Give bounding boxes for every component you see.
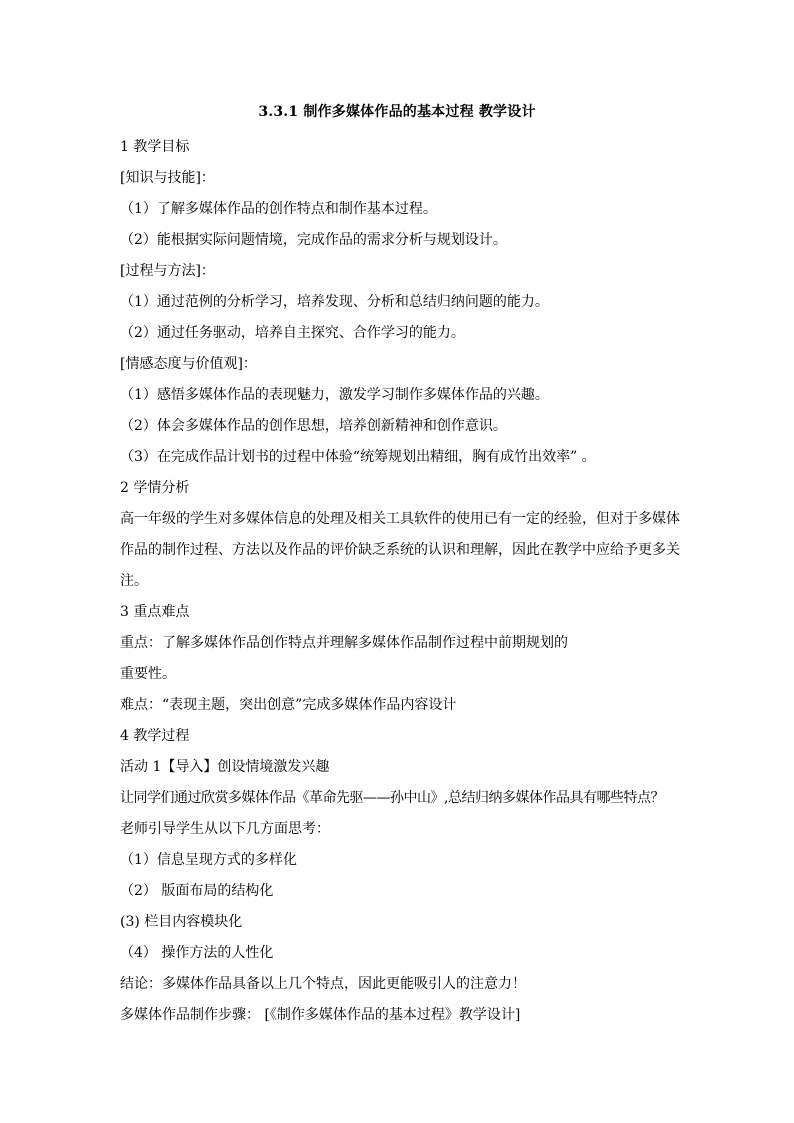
list-item: （2）能根据实际问题情境，完成作品的需求分析与规划设计。: [120, 232, 507, 248]
list-item: （1）感悟多媒体作品的表现魅力，激发学习制作多媒体作品的兴趣。: [120, 387, 549, 403]
section-heading-learner-analysis: 2 学情分析: [120, 480, 190, 496]
list-item: （2）体会多媒体作品的创作思想，培养创新精神和创作意识。: [120, 418, 507, 434]
list-item: (3) 栏目内容模块化: [120, 914, 243, 930]
list-item: （2） 版面布局的结构化: [120, 883, 274, 899]
document-title: 3.3.1 制作多媒体作品的基本过程 教学设计: [258, 104, 536, 120]
list-item: （1）信息呈现方式的多样化: [120, 852, 297, 868]
list-item: （2）通过任务驱动，培养自主探究、合作学习的能力。: [120, 325, 465, 341]
list-item: （1）了解多媒体作品的创作特点和制作基本过程。: [120, 201, 437, 217]
subheading-attitude-values: [情感态度与价值观]：: [120, 356, 257, 372]
activity-heading: 活动 1【导入】创设情境激发兴趣: [120, 759, 330, 775]
subheading-process-methods: [过程与方法]：: [120, 263, 215, 279]
list-item: （4） 操作方法的人性化: [120, 945, 274, 961]
key-point-text: 重点：了解多媒体作品创作特点并理解多媒体作品制作过程中前期规划的: [120, 635, 568, 651]
section-heading-key-points: 3 重点难点: [120, 604, 190, 620]
activity-text: 老师引导学生从以下几方面思考：: [120, 821, 330, 837]
activity-text: 让同学们通过欣赏多媒体作品《革命先驱——孙中山》,总结归纳多媒体作品具有哪些特点？: [120, 790, 664, 806]
section-heading-objectives: 1 教学目标: [120, 139, 190, 155]
section-heading-teaching-process: 4 教学过程: [120, 728, 190, 744]
key-point-text-continued: 重要性。: [120, 666, 176, 682]
document-body: [120, 132, 680, 1031]
list-item: （3）在完成作品计划书的过程中体验“统筹规划出精细，胸有成竹出效率” 。: [120, 449, 596, 465]
difficulty-text: 难点：“表现主题，突出创意”完成多媒体作品内容设计: [120, 697, 457, 713]
subheading-knowledge-skills: [知识与技能]：: [120, 170, 215, 186]
learner-analysis-paragraph: 高一年级的学生对多媒体信息的处理及相关工具软件的使用已有一定的经验，但对于多媒体作品的制作过程、方法以及作品的评价缺乏系统的认识和理解，因此在教学中应给予更多关注。: [120, 511, 680, 589]
list-item: （1）通过范例的分析学习，培养发现、分析和总结归纳问题的能力。: [120, 294, 549, 310]
conclusion-text: 结论：多媒体作品具备以上几个特点，因此更能吸引人的注意力！: [120, 976, 526, 992]
production-steps-text: 多媒体作品制作步骤： [《制作多媒体作品的基本过程》教学设计]: [120, 1007, 521, 1023]
